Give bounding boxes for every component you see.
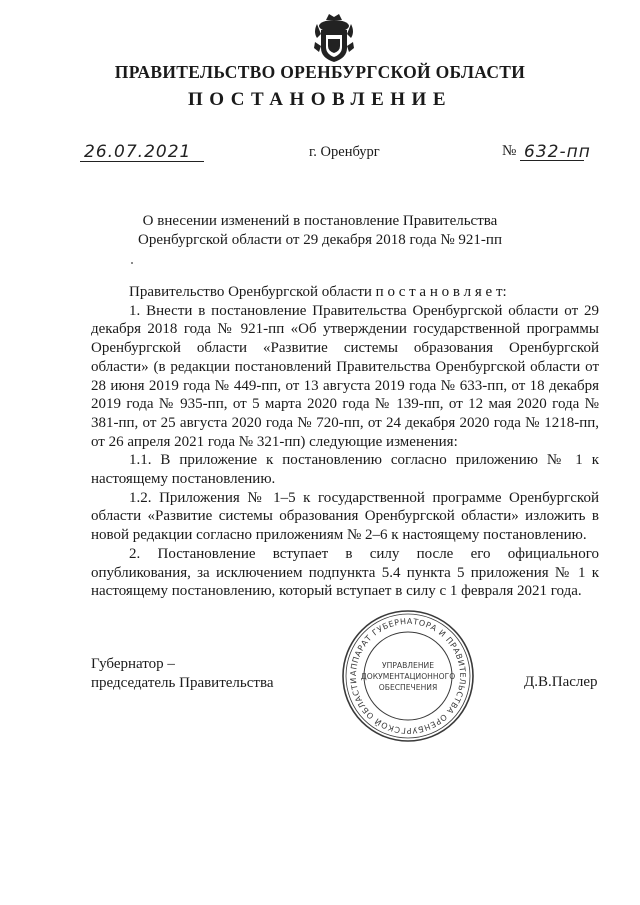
paragraph-1-2: 1.2. Приложения № 1–5 к государственной программе Оренбургской области «Развитие системы образования Оренбургской области» изложить в новой редакции согласно приложениям № 2–6 к настоящему постановлению. [91,489,599,544]
signer-title [91,655,274,693]
document-date: 26.07.2021 [84,142,192,162]
stamp-center-line: ОБЕСПЕЧЕНИЯ [378,683,438,692]
signer-title-line: председатель Правительства [91,675,274,691]
signer-title-line: Губернатор – [91,656,175,672]
government-name: ПРАВИТЕЛЬСТВО ОРЕНБУРГСКОЙ ОБЛАСТИ [114,62,526,82]
document-type: ПОСТАНОВЛЕНИЕ [187,89,453,110]
document-number: 632-пп [524,142,591,162]
document-city: г. Оренбург [309,144,380,160]
stamp-ring-text: АППАРАТ ГУБЕРНАТОРА И ПРАВИТЕЛЬСТВА ОРЕНБУРГСКОЙ ОБЛАСТИ [348,616,468,736]
subject-line: О внесении изменений в постановление Правительства [142,213,498,229]
speck [131,262,133,264]
document-subject [110,212,530,250]
number-sign: № [502,143,517,159]
subject-line: Оренбургской области от 29 декабря 2018 года № 921-пп [138,232,502,248]
number-underline [520,160,584,161]
document-body [91,283,599,601]
signer-name: Д.В.Паслер [524,674,598,690]
official-stamp [340,608,476,744]
stamp-center-line: УПРАВЛЕНИЕ [381,661,435,670]
preamble: Правительство Оренбургской области п о с т а н о в л я е т: [129,284,507,300]
paragraph-2: 2. Постановление вступает в силу после его официального опубликования, за исключением подпункта 5.4 пункта 5 приложения № 1 к настоящему постановлению, который вступает в силу с 1 февраля 2021 года. [91,545,599,600]
paragraph-1: 1. Внести в постановление Правительства Оренбургской области от 29 декабря 2018 года № 921-пп «Об утверждении государственной программы Оренбургской области «Развитие системы образования Оренбургской области» (в редакции постановлений Правительства Оренбургской области от 28 июня 2019 года № 449-пп, от 13 августа 2019 года № 633-пп, от 18 декабря 2019 года № 935-пп, от 5 марта 2020 года № 139-пп, от 12 мая 2020 года № 381-пп, от 25 августа 2020 года № 720-пп, от 24 декабря 2020 года № 1218-пп, от 26 апреля 2021 года № 321-пп) следующие изменения: [91,302,599,450]
date-underline [80,161,204,162]
coat-of-arms-icon [311,12,357,66]
paragraph-1-1: 1.1. В приложение к постановлению согласно приложению № 1 к настоящему постановлению. [91,452,599,488]
stamp-center-line: ДОКУМЕНТАЦИОННОГО [360,672,456,681]
